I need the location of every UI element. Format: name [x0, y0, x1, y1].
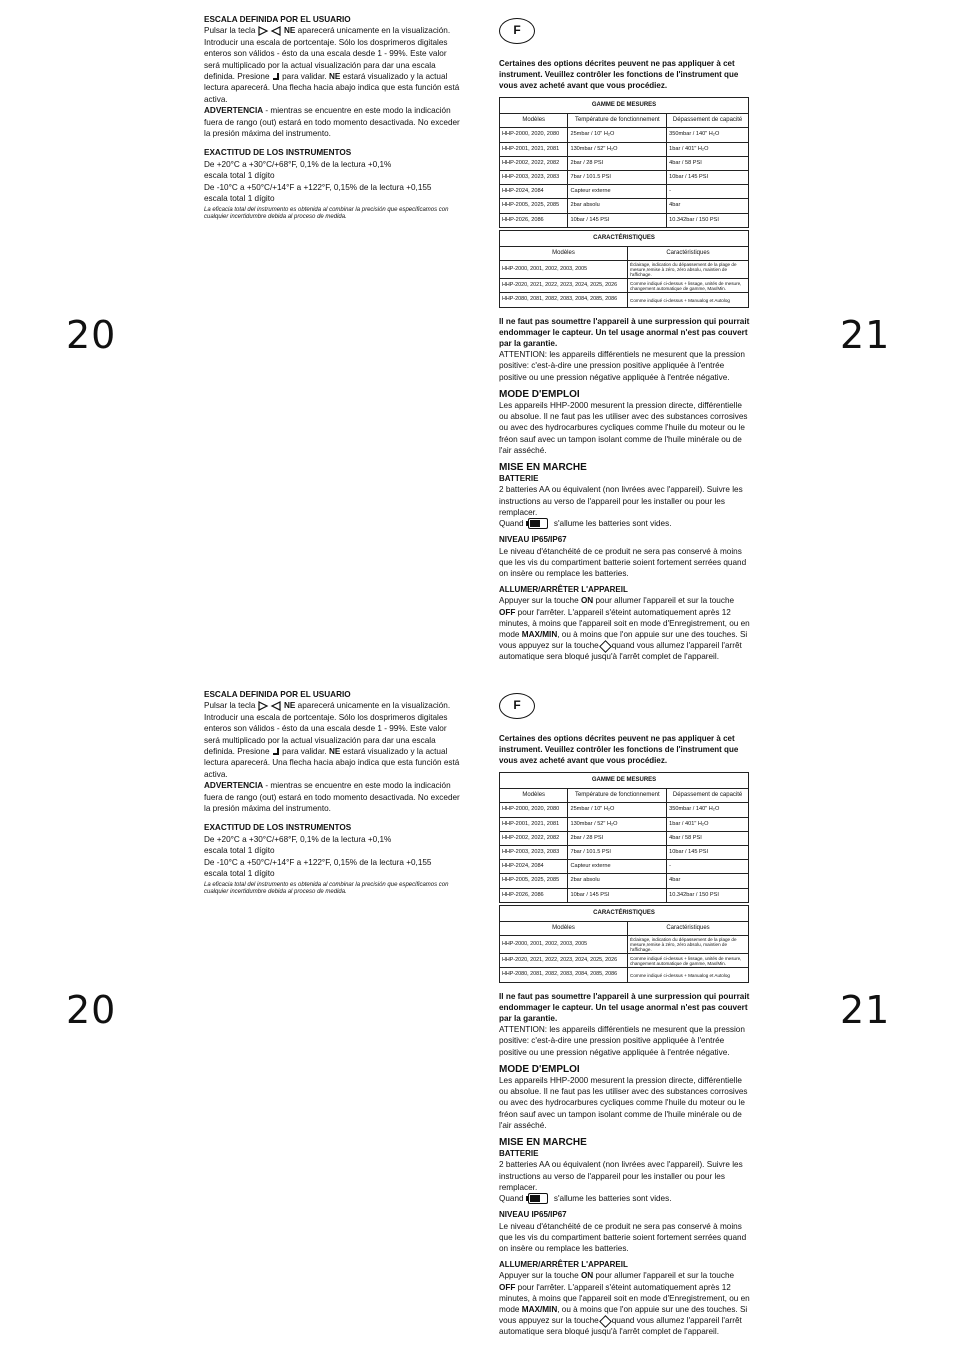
warning-bold: Il ne faut pas soumettre l'appareil à une surpression qui pourrait endommager le capteur. Un tel usage anormal n'est pas couvert par la garantie.	[499, 316, 750, 349]
table-row	[500, 846, 749, 860]
page-number-left: 20	[66, 988, 117, 1032]
batterie-quand: Quand s'allume les batteries sont vides.	[499, 519, 672, 529]
table-cell: 350mbar / 140" H₂O	[667, 128, 749, 142]
diamond-key-icon	[599, 640, 612, 653]
warning-text: ATTENTION: les appareils différentiels ne mesurent que la pression positive: c'est-à-dire une pression positive appliquée à l'entrée positive ou une pression négative appliquée à l'entrée négative.	[499, 1025, 745, 1057]
batterie-quand: Quand s'allume les batteries sont vides.	[499, 1194, 672, 1204]
heading-mode: MODE D'EMPLOI	[499, 388, 580, 400]
heading-escala: ESCALA DEFINIDA POR EL USUARIO	[204, 15, 351, 24]
table-cell: 4bar / 58 PSI	[667, 156, 749, 170]
heading-mise: MISE EN MARCHE	[499, 1137, 587, 1149]
table-cell: HHP-2024, 2084	[500, 185, 568, 199]
heading-mode: MODE D'EMPLOI	[499, 1063, 580, 1075]
ip-text: Le niveau d'étanchéité de ce produit ne sera pas conservé à moins que les vis du compartiment batterie soient fortement serrées quand on insère ou remplace les batteries.	[499, 546, 747, 579]
spanish-column	[204, 689, 460, 897]
table-cell: 4bar	[667, 874, 749, 888]
table-cell: Éclairage, indication du dépassement de la plage de mesure,remise à zéro, zéro absolu, maintien de l'affichage.	[628, 261, 749, 279]
table-row	[500, 199, 749, 213]
heading-ip: NIVEAU IP65/IP67	[499, 1210, 567, 1220]
table-row	[500, 831, 749, 845]
exactitud-line: escala total 1 dígito	[204, 171, 275, 181]
intro-paragraph: Certaines des options décrites peuvent ne pas appliquer à cet instrument. Veuillez contrôler les fonctions de l'instrument que vous avez acheté avant que vous procédiez.	[499, 734, 739, 765]
table-cell: HHP-2005, 2025, 2085	[500, 874, 568, 888]
spread-top	[0, 0, 954, 675]
table-cell: 25mbar / 10" H₂O	[568, 803, 667, 817]
battery-icon	[528, 1193, 548, 1204]
warning-text: ATTENTION: les appareils différentiels ne mesurent que la pression positive: c'est-à-dire une pression positive appliquée à l'entrée positive ou une pression négative appliquée à l'entrée négative.	[499, 350, 745, 382]
table-cell: HHP-2026, 2086	[500, 888, 568, 902]
table-cell: 25mbar / 10" H₂O	[568, 128, 667, 142]
enter-key-icon	[272, 748, 280, 756]
arrow-keys-icon	[258, 26, 282, 36]
table-cell: Comme indiqué ci-dessus + Manualog et Autolog	[628, 968, 749, 982]
mode-text: Les appareils HHP-2000 mesurent la pression directe, différentielle ou absolue. Il ne faut pas les utiliser avec des substances corrosives ou avec des hydrocarbures cycliques comme l'huile du moteur ou le fréon sauf avec un tampon isolant comme de l'huile minérale ou de l'air asséché.	[499, 1076, 748, 1130]
table-cell: HHP-2000, 2020, 2080	[500, 803, 568, 817]
table-cell: 2bar absolu	[568, 199, 667, 213]
diamond-key-icon	[599, 1315, 612, 1328]
table-cell: HHP-2000, 2001, 2002, 2003, 2005	[500, 261, 628, 279]
table-cell: HHP-2005, 2025, 2085	[500, 199, 568, 213]
table-cell: 2bar / 28 PSI	[568, 831, 667, 845]
enter-key-icon	[272, 73, 280, 81]
page-number-right: 21	[840, 313, 891, 357]
table-cell: 4bar	[667, 199, 749, 213]
table-row	[500, 888, 749, 902]
table-row	[500, 803, 749, 817]
table-row	[500, 279, 749, 293]
exactitud-note: La eficacia total del instrumento es obtenida al combinar la precisión que especificamos con cualquier incertidumbre debida al proceso de medida.	[204, 881, 449, 896]
heading-batterie: BATTERIE	[499, 474, 539, 484]
table-cell: 4bar / 58 PSI	[667, 831, 749, 845]
table-cell: 7bar / 101.5 PSI	[568, 171, 667, 185]
advertencia-paragraph: ADVERTENCIA - mientras se encuentre en este modo la indicación fuera de rango (out) estará en todo momento desactivada. No exceder la presión máxima del instrumento.	[204, 106, 460, 139]
table-cell: HHP-2000, 2001, 2002, 2003, 2005	[500, 936, 628, 954]
allumer-text: Appuyer sur la touche ON pour allumer l'appareil et sur la touche OFF pour l'arrêter. L'appareil s'éteint automatiquement après 12 minutes, à moins que l'appareil soit en mode d'Enregistrement, ou en mode MAX/MIN, ou à moins que l'on appuie sur une des touches. Si vous appuyez sur la touche quand vous allumez l'appareil l'arrêt automatique sera bloqué jusqu'à l'arrêt complet de l'appareil.	[499, 1271, 750, 1337]
language-badge: F	[499, 693, 535, 719]
batterie-text: 2 batteries AA ou équivalent (non livrées avec l'appareil). Suivre les instructions au verso de l'appareil pour les installer ou pour les remplacer.	[499, 1160, 743, 1192]
table-cell: 10bar / 145 PSI	[568, 888, 667, 902]
table-row	[500, 293, 749, 307]
heading-batterie: BATTERIE	[499, 1149, 539, 1159]
caracteristiques-table: CARACTÉRISTIQUES Modèles Caractéristiques HHP-2000, 2001, 2002, 2003, 2005 Éclairage, indication du dépassement de la plage de mesure,remise à zéro, zéro absolu, maintien de l'affichage. HHP-2020, 2021, 2022, 2023, 2024, 2025, 2026 Comme indiqué ci-dessus + lissage, unités de mesure, changement automatique de gamme, Max/Min. HHP-2080, 2081, 2082, 2083, 2084, 2085, 2086 Comme indiqué ci-dessus + Manualog et Autolog	[499, 230, 749, 308]
table-row	[500, 171, 749, 185]
table-cell: HHP-2003, 2023, 2083	[500, 171, 568, 185]
table-row	[500, 954, 749, 968]
exactitud-note: La eficacia total del instrumento es obtenida al combinar la precisión que especificamos con cualquier incertidumbre debida al proceso de medida.	[204, 206, 449, 221]
table-row	[500, 156, 749, 170]
table-cell: Éclairage, indication du dépassement de la plage de mesure,remise à zéro, zéro absolu, maintien de l'affichage.	[628, 936, 749, 954]
table-cell: Comme indiqué ci-dessus + lissage, unités de mesure, changement automatique de gamme, Max/Min.	[628, 954, 749, 968]
heading-exactitud: EXACTITUD DE LOS INSTRUMENTOS	[204, 823, 352, 833]
table-cell: HHP-2026, 2086	[500, 213, 568, 227]
exactitud-line: De +20°C a +30°C/+68°F, 0,1% de la lectura +0,1%	[204, 159, 392, 169]
batterie-text: 2 batteries AA ou équivalent (non livrées avec l'appareil). Suivre les instructions au verso de l'appareil pour les installer ou pour les remplacer.	[499, 485, 743, 517]
heading-mise: MISE EN MARCHE	[499, 462, 587, 474]
caracteristiques-table: CARACTÉRISTIQUES Modèles Caractéristiques HHP-2000, 2001, 2002, 2003, 2005 Éclairage, indication du dépassement de la plage de mesure,remise à zéro, zéro absolu, maintien de l'affichage. HHP-2020, 2021, 2022, 2023, 2024, 2025, 2026 Comme indiqué ci-dessus + lissage, unités de mesure, changement automatique de gamme, Max/Min. HHP-2080, 2081, 2082, 2083, 2084, 2085, 2086 Comme indiqué ci-dessus + Manualog et Autolog	[499, 905, 749, 983]
exactitud-line: De +20°C a +30°C/+68°F, 0,1% de la lectura +0,1%	[204, 834, 392, 844]
exactitud-line: De -10°C a +50°C/+14°F a +122°F, 0,15% de la lectura +0,155	[204, 857, 432, 867]
table-cell: 10bar / 145 PSI	[667, 846, 749, 860]
heading-exactitud: EXACTITUD DE LOS INSTRUMENTOS	[204, 148, 352, 158]
spread-bottom	[0, 675, 954, 1350]
table-cell: 2bar absolu	[568, 874, 667, 888]
table-row	[500, 142, 749, 156]
exactitud-line: escala total 1 dígito	[204, 846, 275, 856]
heading-allumer: ALLUMER/ARRÊTER L'APPAREIL	[499, 1260, 628, 1270]
table-row	[500, 817, 749, 831]
table-row	[500, 936, 749, 954]
table-cell: HHP-2002, 2022, 2082	[500, 156, 568, 170]
table-cell: Capteur externe	[568, 185, 667, 199]
table-row	[500, 261, 749, 279]
table-cell: HHP-2020, 2021, 2022, 2023, 2024, 2025, 2026	[500, 954, 628, 968]
table-row	[500, 128, 749, 142]
heading-escala: ESCALA DEFINIDA POR EL USUARIO	[204, 690, 351, 699]
table-cell: -	[667, 185, 749, 199]
exactitud-line: escala total 1 dígito	[204, 194, 275, 204]
table-cell: HHP-2080, 2081, 2082, 2083, 2084, 2085, 2086	[500, 968, 628, 982]
escala-paragraph: Pulsar la tecla NE aparecerá unicamente en la visualización. Introducir una escala de portcentaje. Sólo los dosprimeros digitales enteros son válidos - ésto da una escala desde 1 - 99%. Este valor será multiplicado por la actual visualización para dar una escala definida. Presione para validar. NE estará visualizado y la actual lectura aparecerá. Una flecha hacia abajo indica que esta función está activa.	[204, 26, 460, 104]
table-cell: 350mbar / 140" H₂O	[667, 803, 749, 817]
language-badge: F	[499, 18, 535, 44]
heading-allumer: ALLUMER/ARRÊTER L'APPAREIL	[499, 585, 628, 595]
table-row	[500, 213, 749, 227]
page-number-right: 21	[840, 988, 891, 1032]
heading-ip: NIVEAU IP65/IP67	[499, 535, 567, 545]
table-cell: HHP-2002, 2022, 2082	[500, 831, 568, 845]
table-cell: Comme indiqué ci-dessus + lissage, unités de mesure, changement automatique de gamme, Max/Min.	[628, 279, 749, 293]
exactitud-line: De -10°C a +50°C/+14°F a +122°F, 0,15% de la lectura +0,155	[204, 182, 432, 192]
table-cell: HHP-2080, 2081, 2082, 2083, 2084, 2085, 2086	[500, 293, 628, 307]
table-cell: HHP-2003, 2023, 2083	[500, 846, 568, 860]
french-column	[499, 693, 751, 1338]
gamme-table: GAMME DE MESURES Modèles Température de fonctionnement Dépassement de capacité HHP-2000, 2020, 2080 25mbar / 10" H₂O 350mbar / 140" H₂O HHP-2001, 2021, 2081 130mbar / 52" H₂O 1bar / 401" H₂O HHP-2002, 2022, 2082 2bar / 28 PSI 4bar / 58 PSI HHP-2003, 2023, 2083 7bar / 101.5 PSI 10bar / 145 PSI HHP-2024, 2084 Capteur externe - HHP-2005, 2025, 2085 2bar absolu 4bar HHP-2026, 2086 10bar / 145 PSI 10.342bar / 150 PSI	[499, 772, 749, 903]
allumer-text: Appuyer sur la touche ON pour allumer l'appareil et sur la touche OFF pour l'arrêter. L'appareil s'éteint automatiquement après 12 minutes, à moins que l'appareil soit en mode d'Enregistrement, ou en mode MAX/MIN, ou à moins que l'on appuie sur une des touches. Si vous appuyez sur la touche quand vous allumez l'appareil l'arrêt automatique sera bloqué jusqu'à l'arrêt complet de l'appareil.	[499, 596, 750, 662]
table-cell: 1bar / 401" H₂O	[667, 142, 749, 156]
arrow-keys-icon	[258, 701, 282, 711]
advertencia-paragraph: ADVERTENCIA - mientras se encuentre en este modo la indicación fuera de rango (out) estará en todo momento desactivada. No exceder la presión máxima del instrumento.	[204, 781, 460, 814]
intro-paragraph: Certaines des options décrites peuvent ne pas appliquer à cet instrument. Veuillez contrôler les fonctions de l'instrument que vous avez acheté avant que vous procédiez.	[499, 59, 739, 90]
table-cell: HHP-2024, 2084	[500, 860, 568, 874]
spanish-column	[204, 14, 460, 222]
table-cell: 10bar / 145 PSI	[667, 171, 749, 185]
table-cell: 10bar / 145 PSI	[568, 213, 667, 227]
table-cell: HHP-2020, 2021, 2022, 2023, 2024, 2025, 2026	[500, 279, 628, 293]
table-cell: 10.342bar / 150 PSI	[667, 213, 749, 227]
table-cell: HHP-2000, 2020, 2080	[500, 128, 568, 142]
table-cell: 10.342bar / 150 PSI	[667, 888, 749, 902]
table-cell: Comme indiqué ci-dessus + Manualog et Autolog	[628, 293, 749, 307]
table-row	[500, 874, 749, 888]
table-row	[500, 968, 749, 982]
table-cell: HHP-2001, 2021, 2081	[500, 142, 568, 156]
table-cell: 130mbar / 52" H₂O	[568, 817, 667, 831]
ip-text: Le niveau d'étanchéité de ce produit ne sera pas conservé à moins que les vis du compartiment batterie soient fortement serrées quand on insère ou remplace les batteries.	[499, 1221, 747, 1254]
table-cell: 130mbar / 52" H₂O	[568, 142, 667, 156]
table-cell: HHP-2001, 2021, 2081	[500, 817, 568, 831]
mode-text: Les appareils HHP-2000 mesurent la pression directe, différentielle ou absolue. Il ne faut pas les utiliser avec des substances corrosives ou avec des hydrocarbures cycliques comme l'huile du moteur ou le fréon sauf avec un tampon isolant comme de l'huile minérale ou de l'air asséché.	[499, 401, 748, 455]
table-row	[500, 185, 749, 199]
table-cell: 7bar / 101.5 PSI	[568, 846, 667, 860]
warning-bold: Il ne faut pas soumettre l'appareil à une surpression qui pourrait endommager le capteur. Un tel usage anormal n'est pas couvert par la garantie.	[499, 991, 750, 1024]
french-column	[499, 18, 751, 663]
table-cell: -	[667, 860, 749, 874]
table-cell: Capteur externe	[568, 860, 667, 874]
page-number-left: 20	[66, 313, 117, 357]
battery-icon	[528, 518, 548, 529]
table-cell: 1bar / 401" H₂O	[667, 817, 749, 831]
escala-paragraph: Pulsar la tecla NE aparecerá unicamente en la visualización. Introducir una escala de portcentaje. Sólo los dosprimeros digitales enteros son válidos - ésto da una escala desde 1 - 99%. Este valor será multiplicado por la actual visualización para dar una escala definida. Presione para validar. NE estará visualizado y la actual lectura aparecerá. Una flecha hacia abajo indica que esta función está activa.	[204, 701, 460, 779]
table-cell: 2bar / 28 PSI	[568, 156, 667, 170]
exactitud-line: escala total 1 dígito	[204, 869, 275, 879]
table-row	[500, 860, 749, 874]
gamme-table: GAMME DE MESURES Modèles Température de fonctionnement Dépassement de capacité HHP-2000, 2020, 2080 25mbar / 10" H₂O 350mbar / 140" H₂O HHP-2001, 2021, 2081 130mbar / 52" H₂O 1bar / 401" H₂O HHP-2002, 2022, 2082 2bar / 28 PSI 4bar / 58 PSI HHP-2003, 2023, 2083 7bar / 101.5 PSI 10bar / 145 PSI HHP-2024, 2084 Capteur externe - HHP-2005, 2025, 2085 2bar absolu 4bar HHP-2026, 2086 10bar / 145 PSI 10.342bar / 150 PSI	[499, 97, 749, 228]
